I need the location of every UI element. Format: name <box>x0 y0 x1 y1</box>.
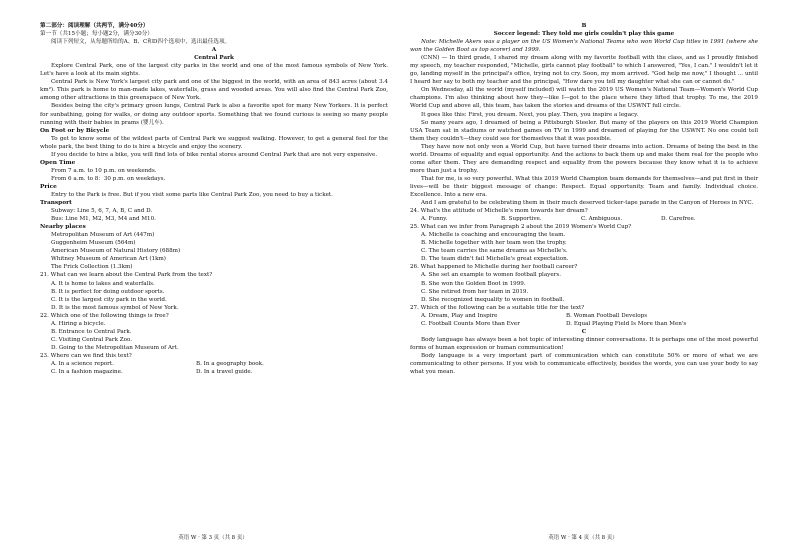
section-line: Guggenheim Museum (564m) <box>51 240 136 247</box>
passage-letter-b: B <box>581 23 587 29</box>
page-footer-right: 英语 W · 第 4 页（共 8 页） <box>548 535 618 541</box>
answer-option: C. The team carries the same dreams as Michelle's. <box>421 248 568 255</box>
section-line: From 6 a.m. to 8：30 p.m. on weekdays. <box>51 175 166 182</box>
answer-option: D. The team didn't fail Michelle's great expectation. <box>421 256 569 263</box>
section-line: Subway: Line 5, 6, 7, A, B, C and D. <box>51 208 153 215</box>
section-line: From 7 a.m. to 10 p.m. on weekends. <box>51 167 157 174</box>
section-line: Whitney Museum of American Art (1km) <box>51 256 166 263</box>
answer-option: A. She set an example to women football players. <box>421 272 561 279</box>
answer-option: B. Supportive. <box>501 216 542 223</box>
question-stem: 26. What happened to Michelle during her football career? <box>410 264 578 271</box>
answer-option: A. Funny. <box>421 216 448 223</box>
answer-option: A. Dream, Play and Inspire <box>421 312 498 319</box>
passage-paragraph: So many years ago, I dreamed of being a Pittsburgh Steeler. But many of the players on this 2019 World Champion USA Team sat in stadiums or watched games on TV in 1999 and dreamed of playing for the USWNT. No one could tell them they couldn't—they could see for themselves that it was possible. <box>410 119 758 142</box>
section-heading: Price <box>40 183 57 190</box>
intro-paragraph: Central Park is New York's largest city park and one of the biggest in the world, with an area of 843 acres (about 3.4 km²). This park is home to man-made lakes, waterfalls, grass and wooded areas. You will also find the Central Park Zoo, among other attractions in this greenspace of New York. <box>40 79 388 102</box>
answer-row <box>410 215 758 223</box>
answer-option: A. Michelle is coaching and encouraging the team. <box>421 232 566 239</box>
answer-option: A. Hiring a bicycle. <box>51 320 106 327</box>
instruction: 阅读下列短文，从每题所给的A、B、C和D四个选项中，选出最佳选项。 <box>51 39 231 46</box>
answer-option: C. In a fashion magazine. <box>51 369 123 376</box>
answer-option: D. She recognized inequality to women in football. <box>421 296 565 303</box>
answer-option: B. In a geography book. <box>196 360 264 367</box>
answer-option: C. Visiting Central Park Zoo. <box>51 336 133 343</box>
passage-paragraph: They have now not only won a World Cup, but have turned their dreams into action. Dreams of being the best in the world. Dreams of equality and equal opportunity. And the actions to back them up and make them real for the people who come after them. They are demanding respect and equality from the powers because they know what it is to achieve more than just a trophy. <box>410 143 758 174</box>
answer-option: D. Carefree. <box>661 216 696 223</box>
answer-option: B. Michelle together with her team won the trophy. <box>421 240 567 247</box>
answer-row <box>410 312 758 320</box>
question-stem: 25. What can we infer from Paragraph 2 about the 2019 Women's World Cup? <box>410 224 632 231</box>
intro-paragraph: Explore Central Park, one of the largest city parks in the world and one of the most famous symbols of New York. Let's have a look at its main sights. <box>40 63 388 78</box>
passage-title-a: Central Park <box>194 55 234 62</box>
passage-letter-c: C <box>581 328 587 335</box>
page-footer-left: 英语 W · 第 3 页（共 8 页） <box>178 535 248 541</box>
answer-option: C. It is the largest city park in the world. <box>51 296 167 303</box>
section-heading: Nearby places <box>40 224 86 231</box>
question-stem: 24. What's the attitude of Michelle's mom towards her dream? <box>410 208 588 215</box>
answer-option: D. In a travel guide. <box>196 369 253 376</box>
answer-option: B. It is perfect for doing outdoor sports. <box>51 288 165 295</box>
intro-paragraph: Besides being the city's primary green lungs, Central Park is also a favorite spot for many New Yorkers. It is perfect for sunbathing, going for walks, or doing any outdoor sports. Something that we found curious is seeing so many people running with their babies in prams (婴儿车). <box>40 103 388 126</box>
answer-row <box>40 368 388 376</box>
passage-letter-a: A <box>211 47 217 54</box>
answer-option: D. It is the most famous symbol of New York. <box>51 304 179 311</box>
section-line: American Museum of Natural History (688m) <box>51 248 181 255</box>
answer-option: A. In a science report. <box>51 360 114 367</box>
answer-option: D. Equal Playing Field Is More than Men's <box>566 320 687 327</box>
section-heading: Transport <box>40 200 72 207</box>
passage-paragraph: It goes like this: First, you dream. Next, you play. Then, you inspire a legacy. <box>421 111 639 118</box>
passage-paragraph: On Wednesday, all the world (myself included) will watch the 2019 US Women's National Team—Women's World Cup champions. I'm also thinking about how they—like I—got to the place where they lifted that trophy. To me, the 2019 World Cup and above all, this team, has taken the stories and dreams of the USWNT full circle. <box>410 87 758 110</box>
answer-option: A. It is home to lakes and waterfalls. <box>51 280 155 287</box>
left-page <box>40 22 388 376</box>
question-stem: 22. Which one of the following things is free? <box>40 312 169 319</box>
right-page <box>410 22 758 376</box>
passage-c-paragraph: Body language is a very important part of communication which can constitute 50% or more of what we are communicating to other persons. If you wish to communicate effectively, besides the words, you can use your body to say what you mean. <box>410 352 758 376</box>
answer-option: D. Going to the Metropolitan Museum of Art. <box>51 344 179 351</box>
passage-paragraph: And I am grateful to be celebrating them in their much deserved ticker-tape parade in the Canyon of Heroes in NYC. <box>421 200 754 207</box>
answer-option: B. Entrance to Central Park. <box>51 328 132 335</box>
passage-paragraph: (CNN) — In third grade, I shared my dream along with my favorite football with the class, and as I proudly finished my speech, my teacher responded, "Michelle, girls cannot play football" to which I answered, "Yes, I can." I wouldn't let it go, landing myself in the principal's office, trying not to cry. Soon, my mom arrived. "God help me now," I thought ... until I heard her say to both my teacher and the principal, "How dare you tell my daughter what she can or cannot do." <box>410 55 758 86</box>
answer-row <box>40 360 388 368</box>
passage-title-b: Soccer legend: They told me girls couldn't play this game <box>493 31 675 38</box>
question-stem: 23. Where can we find this text? <box>40 352 132 359</box>
section-heading: On Foot or by Bicycle <box>40 127 110 134</box>
section-line: The Frick Collection (1.3km) <box>51 264 133 271</box>
answer-option: B. She won the Golden Boot in 1999. <box>421 280 526 287</box>
question-stem: 27. Which of the following can be a suitable title for the text? <box>410 304 585 311</box>
answer-option: C. She retired from her team in 2019. <box>421 288 529 295</box>
section-line: Bus: Line M1, M2, M3, M4 and M10. <box>51 216 156 223</box>
answer-option: C. Ambiguous. <box>581 216 623 223</box>
part-title: 第二部分：阅读理解（共两节，满分40分） <box>40 23 149 29</box>
question-stem: 21. What can we learn about the Central Park from the text? <box>40 272 213 279</box>
section-line: If you decide to hire a bike, you will find lots of bike rental stores around Central Park that are not very expensive. <box>51 151 378 158</box>
passage-paragraph: That for me, is so very powerful. What this 2019 World Champion team demands for themselves—and put first in their lives—will be their biggest message of change: Respect. Equal opportunity. Team and family. Individual choice. Excellence. Into a new era. <box>410 175 758 198</box>
section-line: Entry to the Park is free. But if you visit some parts like Central Park Zoo, you need to buy a ticket. <box>51 191 333 198</box>
section-line: To get to know some of the wildest parts of Central Park we suggest walking. However, to get a general feel for the whole park, the best thing to do is hire a bicycle and enjoy the scenery. <box>40 135 388 150</box>
section-title: 第一节（共15小题；每小题2分，满分30分） <box>40 31 153 38</box>
answer-option: B. Woman Football Develops <box>566 312 648 319</box>
passage-c-paragraph: Body language has always been a hot topic of interesting dinner conversations. It is perhaps one of the most powerful forms of human expression or human communication! <box>410 336 758 351</box>
section-heading: Open Time <box>40 159 76 166</box>
answer-row <box>410 320 758 328</box>
passage-note: Note: Michelle Akers was a player on the US Women's National Teams who won World Cup titles in 1991 (where she won the Golden Boot as top scorer) and 1999. <box>410 39 758 54</box>
answer-option: C. Football Counts More than Ever <box>421 320 520 327</box>
section-line: Metropolitan Museum of Art (447m) <box>51 232 155 239</box>
